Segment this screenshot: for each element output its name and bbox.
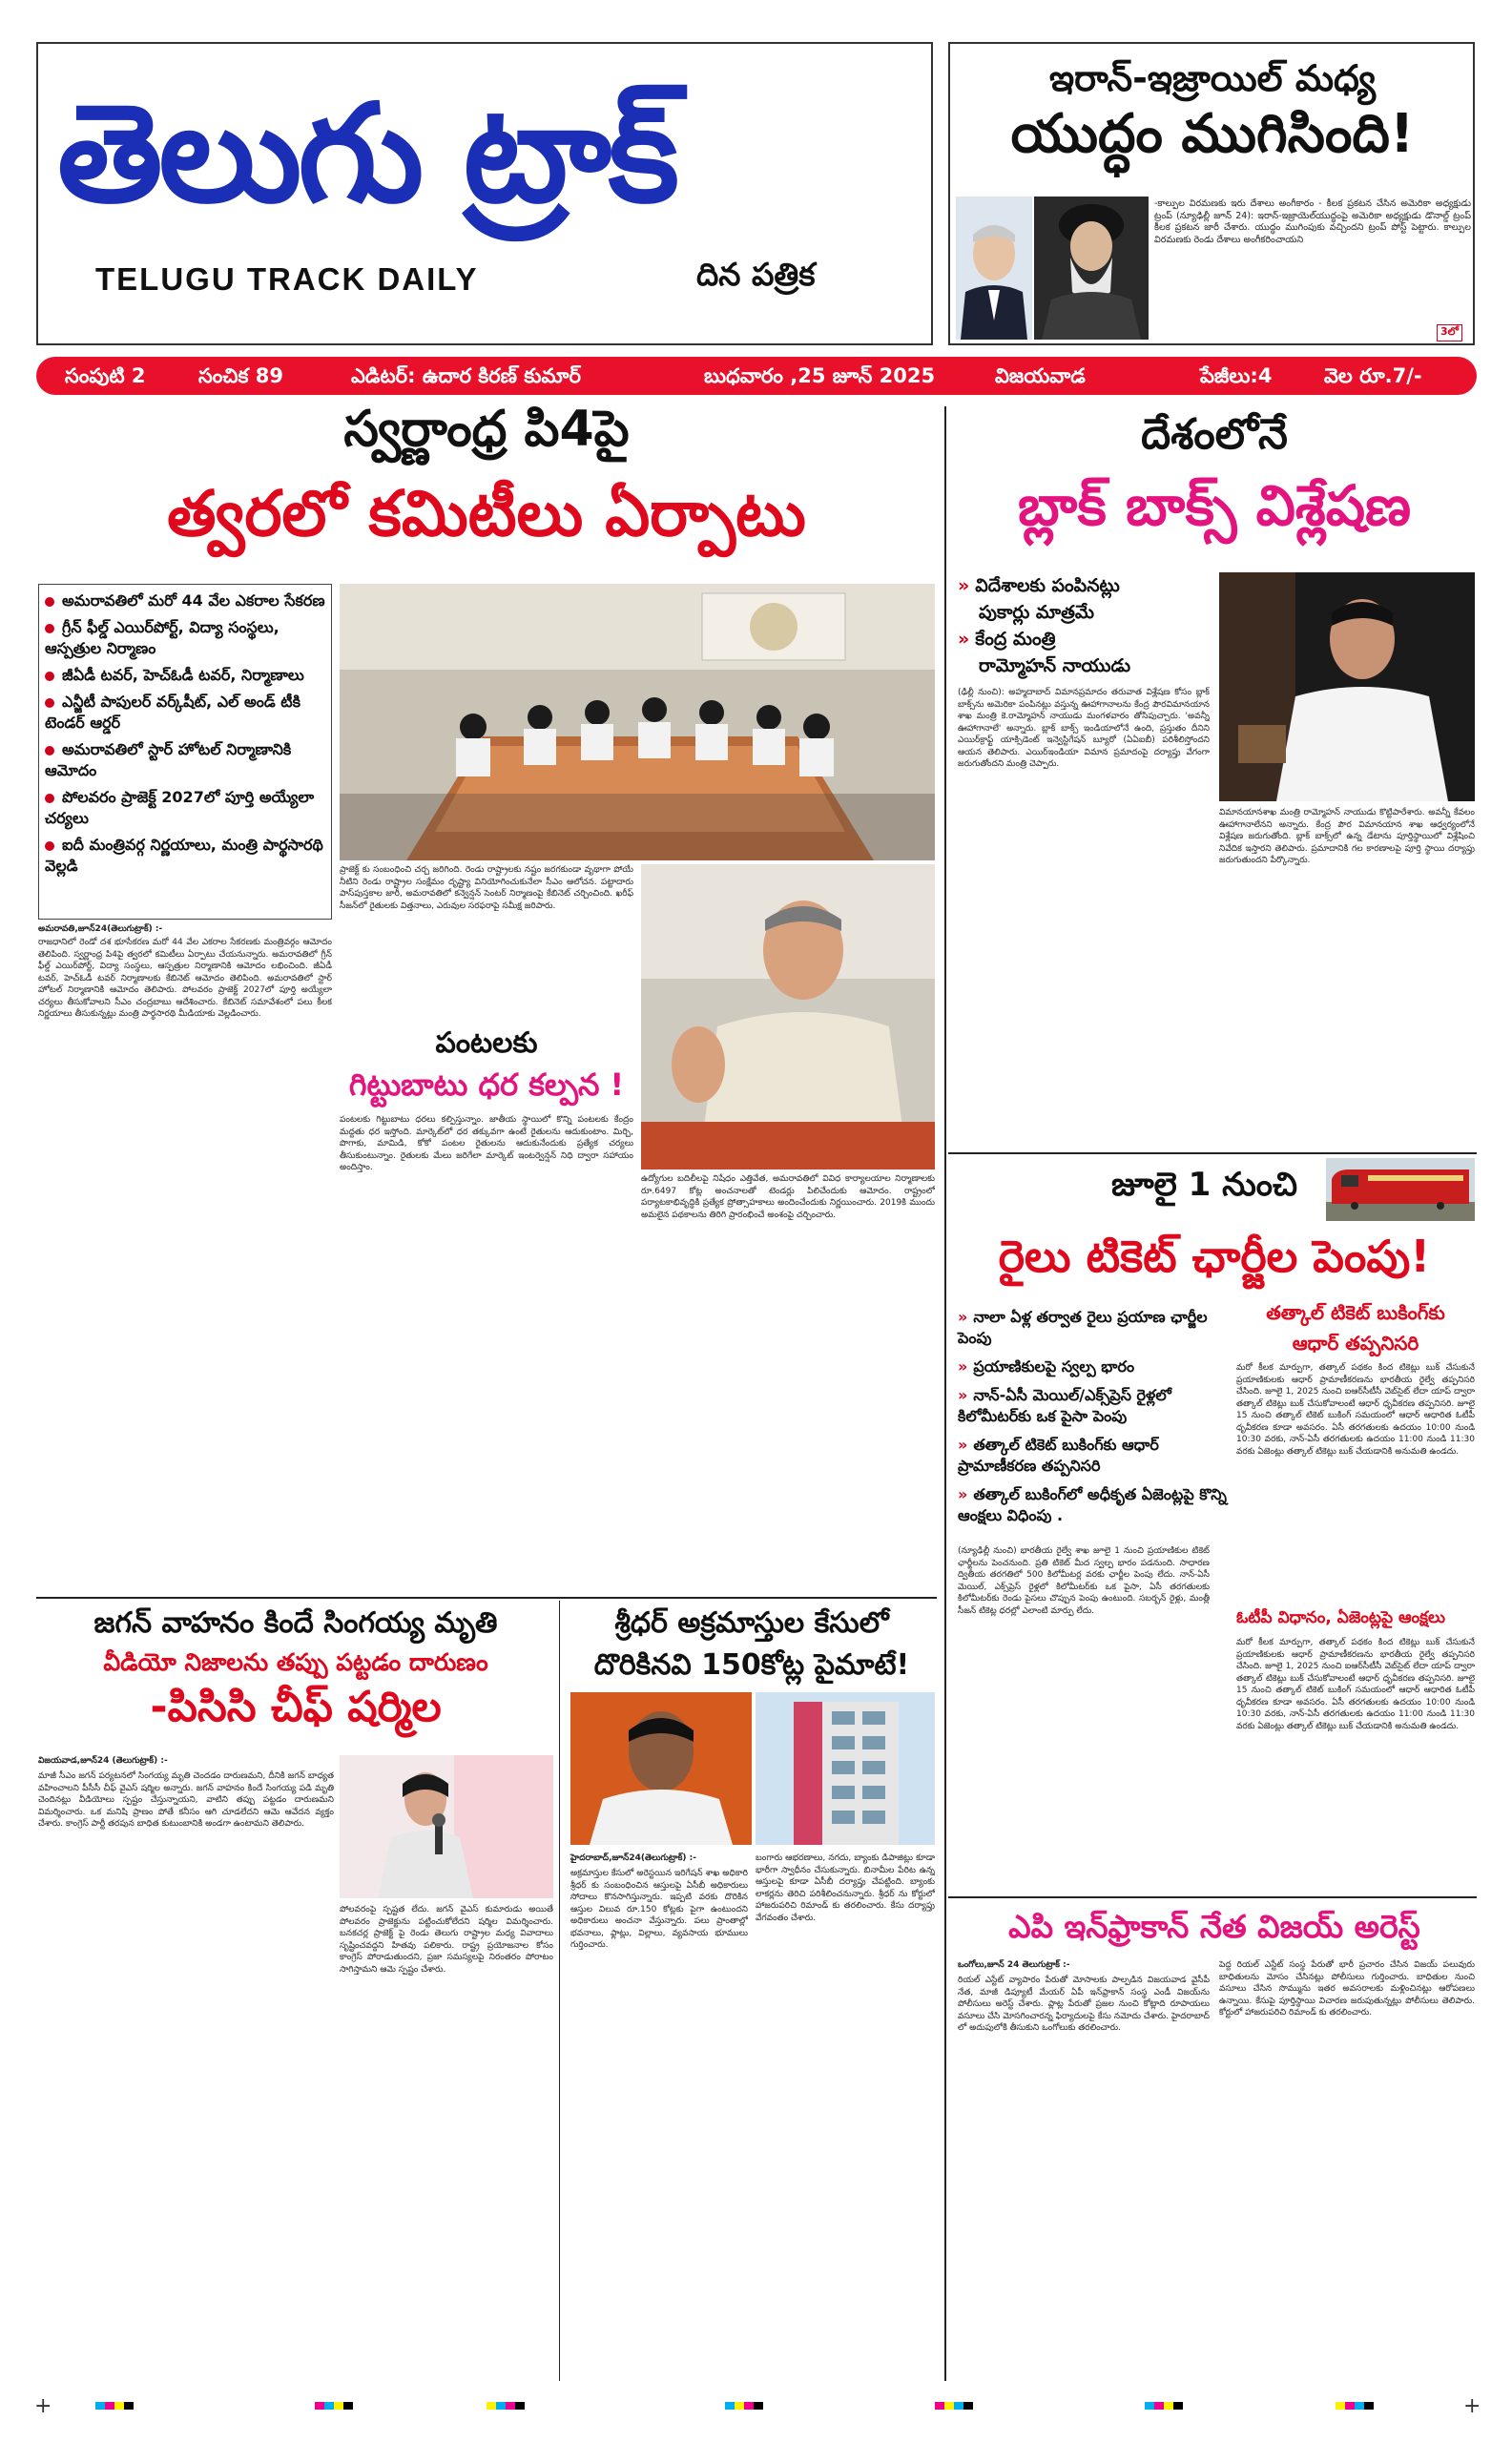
masthead bbox=[36, 42, 933, 345]
registration-mark: + bbox=[34, 2394, 52, 2418]
lead-bullet: అమరావతిలో మరో 44 వేల ఎకరాల సేకరణ bbox=[45, 590, 325, 611]
blackbox-bottom-rule bbox=[948, 1152, 1477, 1154]
blackbox-minister: రామ్మోహన్ నాయుడు bbox=[979, 655, 1131, 676]
color-bar bbox=[935, 2402, 973, 2410]
info-date: బుధవారం ,25 జూన్ 2025 bbox=[704, 364, 936, 387]
info-issue: సంచిక 89 bbox=[198, 364, 283, 387]
jagan-headline-1: జగన్ వాహనం కిందే సింగయ్య మృతి bbox=[93, 1606, 498, 1640]
blackbox-point: పుకార్లు మాత్రమే bbox=[979, 602, 1094, 623]
arrest-body-2: పెద్ద రియల్ ఎస్టేట్ సంస్థ పేరుతో భారీ ప్రచారం చేసిన విజయ్ పలువురు బాధితులను మోసం చేసినట్లు పోలీసులు గుర్తించారు. బాధితుల నుంచి వసూలు చేసిన సొమ్మును ఇతర అవసరాలకు మళ్లించినట్లు ఆరోపణలు ఉన్నాయి. కేసుపై పూర్తిస్థాయి విచారణ జరుపుతున్నట్లు పోలీసులు తెలిపారు. కోర్టులో హాజరుపరిచి రిమాండ్ కు తరలించారు. bbox=[1219, 1960, 1475, 2018]
lead-bullet: ఎన్జీటీ పాపులర్ వర్క్‌షీట్, ఎల్ అండ్ టీకి టెండర్ ఆర్డర్ bbox=[45, 693, 301, 732]
rail-body: (న్యూఢిల్లీ నుంచి) భారతీయ రైల్వే శాఖ జూలై 1 నుంచి ప్రయాణికుల టికెట్ ఛార్జీలను పెంచనుంది. ప్రతి టికెట్ మీద స్వల్ప భారం పడనుంది. సాధారణ ద్వితీయ తరగతిలో 500 కిలోమీటర్ల వరకు ఛార్జీల పెంపు లేదు. నాన్-ఏసీ మెయిల్, ఎక్స్‌ప్రెస్ రైళ్లలో కిలోమీటర్‌కు ఒక పైసా, ఏసీ తరగతులకు కిలోమీటర్‌కు రెండు పైసలు చొప్పున పెంపు ఉంటుంది. సబర్బన్ రైళ్లు, మంత్లీ సీజన్ టికెట్ల ధరల్లో ఎలాంటి మార్పు లేదు. bbox=[958, 1546, 1210, 1616]
registration-strip bbox=[0, 2385, 1512, 2423]
sharmila-photo bbox=[340, 1755, 553, 1898]
jagan-body: మాజీ సీఎం జగన్ పర్యటనలో సింగయ్య మృతి చెందడం దారుణమని, దీనికి జగన్ బాధ్యత వహించాలని పీసీసీ చీఫ్ వైఎస్ షర్మిల అన్నారు. జగన్ వాహనం కిందే సింగయ్య పడి మృతి చెందినట్లు వీడియోలు స్పష్టం చేస్తున్నాయని, వాటిని తప్పు పట్టడం దారుణమని విమర్శించారు. ఒక మనిషి ప్రాణం పోతే కనీసం ఆగి చూడలేదని ఆమె ఆవేదన వ్యక్తం చేశారు. కాంగ్రెస్ పార్టీ తరపున బాధిత కుటుంబానికి అండగా ఉంటామని తెలిపారు. bbox=[38, 1771, 334, 1829]
lead-bottom-rule bbox=[36, 1597, 937, 1599]
building-photo bbox=[756, 1692, 935, 1845]
rail-bottom-rule bbox=[948, 1896, 1477, 1898]
blackbox-body-2: విమానయానశాఖ మంత్రి రామ్మోహన్ నాయుడు కొట్టిపారేశారు. అవన్నీ కేవలం ఊహాగానాలేనని అన్నారు. కేంద్ర పౌర విమానయాన శాఖ ఆధ్వర్యంలోనే విశ్లేషణ జరుగుతోంది. బ్లాక్ బాక్స్‌లో ఉన్న డేటాను పూర్తిస్థాయిలో విశ్లేషించి నివేదిక ఇస్తారని తెలిపారు. ప్రమాదానికి గల కారణాలపై పూర్తి స్థాయి దర్యాప్తు జరుగుతుందని పేర్కొన్నారు. bbox=[1219, 808, 1475, 865]
rail-point: » తత్కాల్ టికెట్ బుకింగ్‌కు ఆధార్ ప్రామాణీకరణ తప్పనిసరి bbox=[958, 1436, 1159, 1475]
top-story-kicker: ఇరాన్-ఇజ్రాయిల్ మధ్య bbox=[1048, 57, 1376, 99]
lead-bullet: జీఏడీ టవర్, హెచ్‌ఓడీ టవర్, నిర్మాణాలు bbox=[45, 665, 325, 686]
arrest-body: రియల్ ఎస్టేట్ వ్యాపారం పేరుతో మోసాలకు పాల్పడిన విజయవాడ వైసీపీ నేత, మాజీ డిప్యూటీ మేయర్ ఏపీ ఇన్‌ఫ్రాకాన్ సంస్థ ఎండీ విజయ్‌ను పోలీసులు అరెస్ట్ చేశారు. ప్లాట్ల పేరుతో ప్రజల నుంచి కోట్లాది రూపాయలు వసూలు చేసి మోసగించారన్న ఫిర్యాదులపై కేసు నమోదు చేశారు. హైదరాబాద్ లో అదుపులోకి తీసుకుని ఒంగోలుకు తరలించారు. bbox=[958, 1976, 1210, 2033]
info-bar bbox=[36, 357, 1477, 395]
chief-minister-photo bbox=[641, 864, 935, 1169]
rail-body-3: మరో కీలక మార్పుగా, తత్కాల్ పథకం కింద టికెట్లు బుక్ చేసుకునే ప్రయాణికులకు ఆధార్ ప్రామాణీకరణను భారతీయ రైల్వే తప్పనిసరి చేసింది. జూలై 1, 2025 నుంచి ఐఆర్‌సీటీసీ వెబ్‌సైట్ లేదా యాప్ ద్వారా తత్కాల్ టికెట్లు బుక్ చేసుకోవాలంటే ఆధార్ ధృవీకరణ తప్పనిసరి. జూలై 15 నుంచి తత్కాల్ టికెట్ బుకింగ్ సమయంలో ఆధార్ ఆధారిత ఓటీపీ ధృవీకరణ కూడా అవసరం. ఏసీ తరగతులకు ఉదయం 10:00 నుండి 10:30 వరకు, నాన్-ఏసీ తరగతులకు ఉదయం 11:00 నుండి 11:30 వరకు ఏజెంట్లు తత్కాల్ టికెట్లు బుక్ చేయడానికి అనుమతి ఉండదు. bbox=[1236, 1638, 1475, 1731]
cabinet-meeting-photo bbox=[340, 584, 935, 860]
info-volume: సంపుటి 2 bbox=[65, 364, 146, 387]
top-story-body: -కాల్పుల విరమణకు ఇరు దేశాలు అంగీకారం - కీలక ప్రకటన చేసిన అమెరికా అధ్యక్షుడు ట్రంప్ (న్యూఢిల్లీ జూన్ 24): ఇరాన్-ఇజ్రాయెల్‌యుద్ధంపై అమెరికా అధ్యక్షుడు డొనాల్డ్ ట్రంప్ కీలక ప్రకటన జారీ చేశారు. యుద్ధం ముగింపుకు వచ్చిందని ట్రంప్ పోస్ట్ పెట్టారు. కాల్పుల విరమణకు రెండు దేశాలు అంగీకరించాయని bbox=[1154, 198, 1471, 245]
top-story-photo-2 bbox=[1034, 197, 1149, 340]
tagline: దిన పత్రిక bbox=[696, 256, 816, 293]
sridhar-photo bbox=[570, 1692, 752, 1845]
otp-headline: ఓటీపీ విధానం, ఏజెంట్లపై ఆంక్షలు bbox=[1236, 1608, 1445, 1627]
logo bbox=[57, 69, 916, 269]
column-divider bbox=[944, 406, 946, 2381]
rail-point: » తత్కాల్ బుకింగ్‌లో అధీకృత ఏజెంట్లపై కొన్ని ఆంక్షలు విధింపు . bbox=[958, 1485, 1227, 1524]
jagan-headline-2: వీడియో నిజాలను తప్పు పట్టడం దారుణం bbox=[103, 1648, 488, 1676]
info-pages: పేజీలు:4 bbox=[1200, 364, 1273, 387]
top-story-page-ref: 3లో bbox=[1437, 324, 1462, 341]
tatkal-headline: ఆధార్ తప్పనిసరి bbox=[1292, 1332, 1419, 1355]
rail-point: » నాన్-ఏసీ మెయిల్/ఎక్స్‌ప్రెస్ రైళ్లలో కిలోమీటర్‌కు ఒక పైసా పెంపు bbox=[958, 1386, 1171, 1425]
arrest-headline: ఎపి ఇన్‌ఫ్రాకాన్ నేత విజయ్ అరెస్ట్ bbox=[1008, 1908, 1420, 1945]
sridhar-body-2: బంగారు ఆభరణాలు, నగదు, బ్యాంకు డిపాజిట్లు కూడా భారీగా స్వాధీనం చేసుకున్నారు. బినామీల పేరిట ఉన్న ఆస్తులపై కూడా ఏసీబీ దర్యాప్తు చేపట్టింది. బ్యాంకు లాకర్లను తెరిచి పరిశీలించనున్నారు. శ్రీధర్ ను కోర్టులో హాజరుపరిచి రిమాండ్ కు తరలించారు. కేసు దర్యాప్తు వేగవంతం చేశారు. bbox=[756, 1853, 935, 1923]
sridhar-headline-1: శ్రీధర్ అక్రమాస్తుల కేసులో bbox=[614, 1606, 889, 1640]
arrest-dateline: ఒంగోలు,జూన్ 24 తెలుగుట్రాక్ :- bbox=[958, 1960, 1070, 1970]
sridhar-body: అక్రమాస్తుల కేసులో అరెస్టయిన ఇరిగేషన్ శాఖ అధికారి శ్రీధర్ కు సంబంధించిన ఆస్తులపై ఏసీబీ అధికారులు సోదాలు కొనసాగిస్తున్నారు. ఇప్పటి వరకు దొరికిన ఆస్తుల విలువ రూ.150 కోట్లకు పైగా ఉంటుందని అధికారులు అంచనా వేస్తున్నారు. పలు ప్రాంతాల్లో భవనాలు, ఫ్లాట్లు, విల్లాలు, వ్యవసాయ భూములు గుర్తించారు. bbox=[570, 1869, 748, 1950]
color-bar bbox=[95, 2402, 134, 2410]
blackbox-kicker: దేశంలోనే bbox=[1141, 410, 1288, 459]
train-photo bbox=[1326, 1158, 1475, 1221]
english-name: TELUGU TRACK DAILY bbox=[95, 261, 479, 297]
sridhar-headline-2: దొరికినవి 150కోట్ల పైమాటే! bbox=[593, 1648, 910, 1682]
blackbox-headline: బ్లాక్ బాక్స్ విశ్లేషణ bbox=[1017, 473, 1412, 538]
jagan-divider bbox=[559, 1601, 560, 2381]
color-bar bbox=[315, 2402, 353, 2410]
blackbox-body: (ఢిల్లీ నుంచి): అహ్మదాబాద్ విమానప్రమాదం తరువాత విశ్లేషణ కోసం బ్లాక్ బాక్స్‌ను అమెరికా పంపినట్లు వస్తున్న ఊహాగానాలను కేంద్ర పౌరవిమానయాన శాఖ మంత్రి కె.రామ్మోహన్ నాయుడు మంగళవారం తోసిపుచ్చారు. 'అవన్నీ ఊహాగానాలే' అన్నారు. బ్లాక్ బాక్స్ ఇండియాలోనే ఉంది, ప్రస్తుతం దీనిని ఎయిర్‌క్రాఫ్ట్ యాక్సిడెంట్ ఇన్వెస్టిగేషన్ బ్యూరో (ఏఏఐబీ) పరిశీలిస్తోందని ఆయన తెలిపారు. ఎయిర్‌ఇండియా విమాన ప్రమాదంపై దర్యాప్తు వేగంగా జరుగుతోందని మంత్రి చెప్పారు. bbox=[958, 688, 1210, 769]
rail-headline: రైలు టికెట్ ఛార్జీల పెంపు! bbox=[998, 1231, 1431, 1282]
crop-story-headline: గిట్టుబాటు ధర కల్పన ! bbox=[348, 1066, 625, 1103]
jagan-body-2: పోలవరంపై స్పష్టత లేదు. జగన్ వైఎస్ కుమారుడు అయితే పోలవరం ప్రాజెక్టును పట్టించుకోలేదని షర్మిల విమర్శించారు. బనకచర్ల ప్రాజెక్ట్ పై రెండు తెలుగు రాష్ట్రాల మధ్య వివాదాలు సృష్టించవద్దని హితవు పలికారు. రాష్ట్ర ప్రయోజనాల కోసం కాంగ్రెస్ పోరాడుతుందని, ప్రజా సమస్యలపై నిరంతరం పోరాటం సాగిస్తామని ఆమె స్పష్టం చేశారు. bbox=[340, 1905, 553, 1975]
blackbox-point: » కేంద్ర మంత్రి bbox=[958, 629, 1056, 650]
registration-mark: + bbox=[1463, 2394, 1481, 2418]
tatkal-kicker: తత్కాల్ టికెట్ బుకింగ్‌కు bbox=[1266, 1301, 1445, 1324]
lead-bullet: గ్రీన్ ఫీల్డ్ ఎయిర్‌పోర్ట్, విద్యా సంస్థలు, ఆస్పత్రుల నిర్మాణం bbox=[45, 618, 280, 657]
lead-bullet: పోలవరం ప్రాజెక్ట్ 2027లో పూర్తి అయ్యేలా చర్యలు bbox=[45, 788, 315, 827]
lead-story-dateline: అమరావతి,జూన్24(తెలుగుట్రాక్) :- bbox=[38, 924, 163, 934]
logo-text: తెలుగు ట్రాక్ bbox=[57, 75, 675, 233]
top-story bbox=[948, 42, 1475, 345]
blackbox-points bbox=[958, 572, 1210, 679]
rail-point: » ప్రయాణికులపై స్వల్ప భారం bbox=[958, 1357, 1135, 1376]
rail-kicker: జూలై 1 నుంచి bbox=[1110, 1166, 1297, 1204]
crop-story-kicker: పంటలకు bbox=[435, 1026, 538, 1060]
color-bar bbox=[1336, 2402, 1374, 2410]
color-bar bbox=[487, 2402, 525, 2410]
info-editor: ఎడిటర్: ఉదార కిరణ్ కుమార్ bbox=[351, 364, 581, 387]
lead-bullets bbox=[38, 584, 332, 920]
sridhar-dateline: హైదరాబాద్,జూన్24(తెలుగుట్రాక్) :- bbox=[570, 1853, 697, 1863]
minister-photo bbox=[1219, 572, 1475, 801]
info-city: విజయవాడ bbox=[995, 364, 1086, 387]
crop-story-body: పంటలకు గిట్టుబాటు ధరలు కల్పిస్తున్నాం. జాతీయ స్థాయిలో కొన్ని పంటలకు కేంద్రం మద్దతు ధర ఇస్తోంది. మార్కెట్‌లో ధర తక్కువగా ఉంటే రైతులను ఆదుకుంటాం. మిర్చి, పొగాకు, మామిడి, కోకో పంటల రైతులను ఆదుకునేందుకు ప్రత్యేక చర్యలు తీసుకుంటున్నాం. రైతులకు మేలు జరిగేలా మార్కెట్ ఇంటర్వెన్షన్ నిధి ద్వారా సహాయం అందిస్తాం. bbox=[340, 1115, 633, 1172]
info-price: వెల రూ.7/- bbox=[1324, 364, 1422, 387]
lead-story-body-3: ఉద్యోగుల బదిలీలపై నిషేధం ఎత్తివేత, అమరావతిలో వివిధ కార్యాలయాల నిర్మాణాలకు రూ.6497 కోట్ల అంచనాలతో టెండర్లు పిలిచేందుకు ఆమోదం. రాష్ట్రంలో పర్యాటకాభివృద్ధికి ప్రత్యేక ప్రోత్సాహకాలు అందించేందుకు నిర్ణయించారు. 2019కి ముందు అమలైన పథకాలను తిరిగి ప్రారంభించే అంశంపై చర్చించారు. bbox=[641, 1174, 935, 1220]
jagan-dateline: విజయవాడ,జూన్24 (తెలుగుట్రాక్) :- bbox=[38, 1756, 168, 1766]
rail-points bbox=[958, 1307, 1229, 1526]
color-bar bbox=[725, 2402, 763, 2410]
lead-story-headline: త్వరలో కమిటీలు ఏర్పాటు bbox=[167, 477, 806, 550]
rail-point: » నాలా ఏళ్ల తర్వాత రైలు ప్రయాణ ఛార్జీల పెంపు bbox=[958, 1308, 1208, 1347]
jagan-headline-3: -పిసిసి చీఫ్ షర్మిల bbox=[150, 1683, 442, 1731]
lead-story-body: రాజధానిలో రెండో దశ భూసేకరణ మరో 44 వేల ఎకరాల సేకరణకు మంత్రివర్గం ఆమోదం తెలిపింది. స్వర్ణాంధ్ర పి4పై త్వరలో కమిటీలు ఏర్పాటు చేయనున్నారు. అమరావతిలో గ్రీన్ ఫీల్డ్ ఎయిర్‌పోర్ట్, విద్యా సంస్థలు, ఆస్పత్రుల నిర్మాణానికి ఆమోదం లభించింది. జీఏడీ టవర్, హెచ్‌ఓడీ టవర్ నిర్మాణాలకు కేబినెట్ ఆమోదం తెలిపింది. అమరావతిలో స్టార్ హోటల్ నిర్మాణానికి ఆమోదం తెలిపారు. పోలవరం ప్రాజెక్ట్ 2027లో పూర్తి అయ్యేలా చర్యలు తీసుకోవాలని సీఎం చంద్రబాబు ఆదేశించారు. కేబినెట్ సమావేశంలో పలు కీలక నిర్ణయాలు తీసుకున్నట్లు మంత్రి పార్థసారథి మీడియాకు వెల్లడించారు. bbox=[38, 938, 332, 1019]
color-bar bbox=[1145, 2402, 1183, 2410]
top-story-headline: యుద్ధం ముగిసింది! bbox=[1010, 103, 1415, 165]
lead-story-body-2: ప్రాజెక్ట్ కు సంబంధించి చర్చ జరిగింది. రెండు రాష్ట్రాలకు నష్టం జరగకుండా వృథాగా పోయే నీటిని రెండు రాష్ట్రాల సంక్షేమం దృష్ట్యా వినియోగించుకునేలా సీఎం ఆలోచన. పట్టాదారు పాస్‌పుస్తకాల జారీ, అమరావతిలో కన్వెన్షన్ సెంటర్ నిర్మాణంపై కేబినెట్ చర్చించింది. ఖరీఫ్ సీజన్‌లో రైతులకు విత్తనాలు, ఎరువుల సరఫరాపై సమీక్ష జరిపారు. bbox=[340, 865, 633, 911]
lead-bullet: ఐదీ మంత్రివర్గ నిర్ణయాలు, మంత్రి పార్థసారథి వెల్లడి bbox=[45, 836, 323, 875]
top-story-photo-1 bbox=[956, 197, 1032, 340]
lead-story-kicker: స్వర్ణాంధ్ర పి4పై bbox=[343, 401, 630, 458]
lead-bullet: అమరావతిలో స్టార్ హోటల్ నిర్మాణానికి ఆమోదం bbox=[45, 740, 292, 779]
blackbox-point: » విదేశాలకు పంపినట్లు bbox=[958, 575, 1120, 596]
rail-body-2: మరో కీలక మార్పుగా, తత్కాల్ పథకం కింద టికెట్లు బుక్ చేసుకునే ప్రయాణికులకు ఆధార్ ప్రామాణీకరణను భారతీయ రైల్వే తప్పనిసరి చేసింది. జూలై 1, 2025 నుంచి ఐఆర్‌సీటీసీ వెబ్‌సైట్ లేదా యాప్ ద్వారా తత్కాల్ టికెట్లు బుక్ చేసుకోవాలంటే ఆధార్ ధృవీకరణ తప్పనిసరి. జూలై 15 నుంచి తత్కాల్ టికెట్ బుకింగ్ సమయంలో ఆధార్ ఆధారిత ఓటీపీ ధృవీకరణ కూడా అవసరం. ఏసీ తరగతులకు ఉదయం 10:00 నుండి 10:30 వరకు, నాన్-ఏసీ తరగతులకు ఉదయం 11:00 నుండి 11:30 వరకు ఏజెంట్లు తత్కాల్ టికెట్లు బుక్ చేయడానికి అనుమతి ఉండదు. bbox=[1236, 1363, 1475, 1457]
